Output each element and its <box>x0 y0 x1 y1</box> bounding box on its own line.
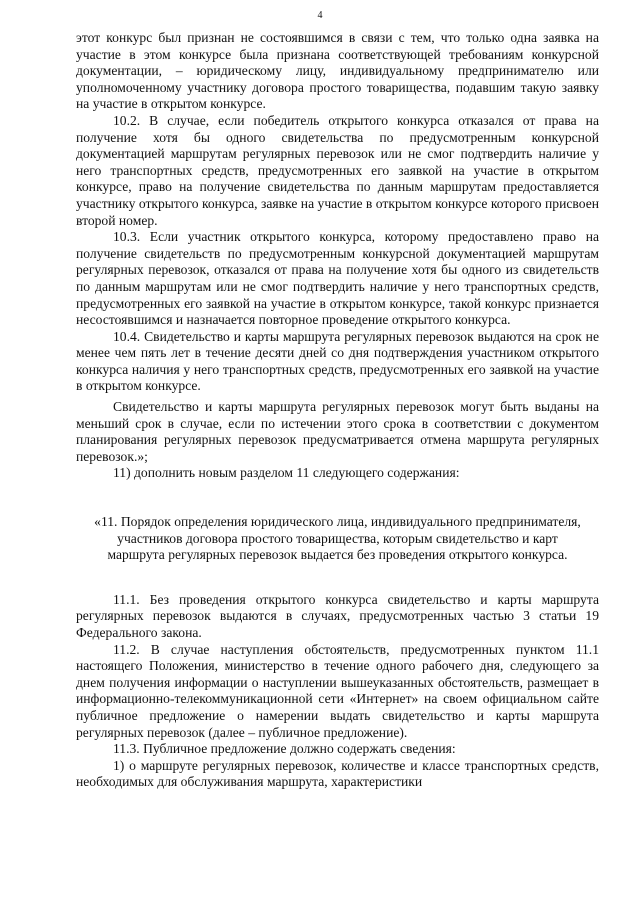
paragraph-11-3-item-1: 1) о маршруте регулярных перевозок, количестве и классе транспортных средств, необходимых для обслуживания маршрута, характеристики <box>76 757 599 790</box>
document-body <box>76 30 599 791</box>
paragraph-10-3: 10.3. Если участник открытого конкурса, которому предоставлено право на получение свидетельств по предусмотренным конкурсной документацией маршрутам регулярных перевозок, отказался от права на получение хотя бы одного из свидетельств по данным маршрутам или не смог подтвердить наличие у него транспортных средств, предусмотренных его заявкой на участие в открытом конкурсе, такой конкурс признается несостоявшимся и назначается повторное проведение открытого конкурса. <box>76 229 599 328</box>
paragraph-11-3: 11.3. Публичное предложение должно содержать сведения: <box>113 741 456 757</box>
page-number: 4 <box>317 10 323 21</box>
paragraph-11-1: 11.1. Без проведения открытого конкурса свидетельство и карты маршрута регулярных перевозок выдаются в случаях, предусмотренных частью 3 статьи 19 Федерального закона. <box>76 591 599 640</box>
paragraph-10-2: 10.2. В случае, если победитель открытого конкурса отказался от права на получение хотя бы одного свидетельства по предусмотренным конкурсной документацией маршрутам регулярных перевозок или не смог подтвердить наличие у него транспортных средств, предусмотренных его заявкой на участие в открытом конкурсе, право на получение свидетельства по данным маршрутам предоставляется участнику открытого конкурса, заявке на участие в открытом конкурсе которого присвоен второй номер. <box>76 112 599 228</box>
paragraph-certificate-term: Свидетельство и карты маршрута регулярных перевозок могут быть выданы на меньший срок в случае, если по истечении этого срока в соответствии с документом планирования регулярных перевозок предусматривается отмена маршрута регулярных перевозок.»; <box>76 399 599 464</box>
paragraph-11-2: 11.2. В случае наступления обстоятельств, предусмотренных пунктом 11.1 настоящего Положения, министерство в течение одного рабочего дня, следующего за днем получения информации о наступлении вышеуказанных обстоятельств, размещает в информационно-телекоммуникационной сети «Интернет» на своем официальном сайте публичное предложение о намерении выдать свидетельство и карты маршрута регулярных перевозок (далее – публичное предложение). <box>76 641 599 740</box>
paragraph-continuation: этот конкурс был признан не состоявшимся в связи с тем, что только одна заявка на участие в этом конкурсе была признана соответствующей требованиям конкурсной документации, – юридическому лицу, индивидуальному предпринимателю или уполномоченному участнику договора простого товарищества, подавшим такую заявку на участие в открытом конкурсе. <box>76 30 599 112</box>
paragraph-amendment-11: 11) дополнить новым разделом 11 следующего содержания: <box>113 465 460 481</box>
section-11-heading: «11. Порядок определения юридического лица, индивидуального предпринимателя, участников договора простого товарищества, которым свидетельство и карт маршрута регулярных перевозок выдается без проведения открытого конкурса. <box>94 514 581 563</box>
paragraph-10-4: 10.4. Свидетельство и карты маршрута регулярных перевозок выдаются на срок не менее чем пять лет в течение десяти дней со дня подтверждения участником открытого конкурса наличия у него транспортных средств, предусмотренных его заявкой на участие в открытом конкурсе. <box>76 328 599 394</box>
